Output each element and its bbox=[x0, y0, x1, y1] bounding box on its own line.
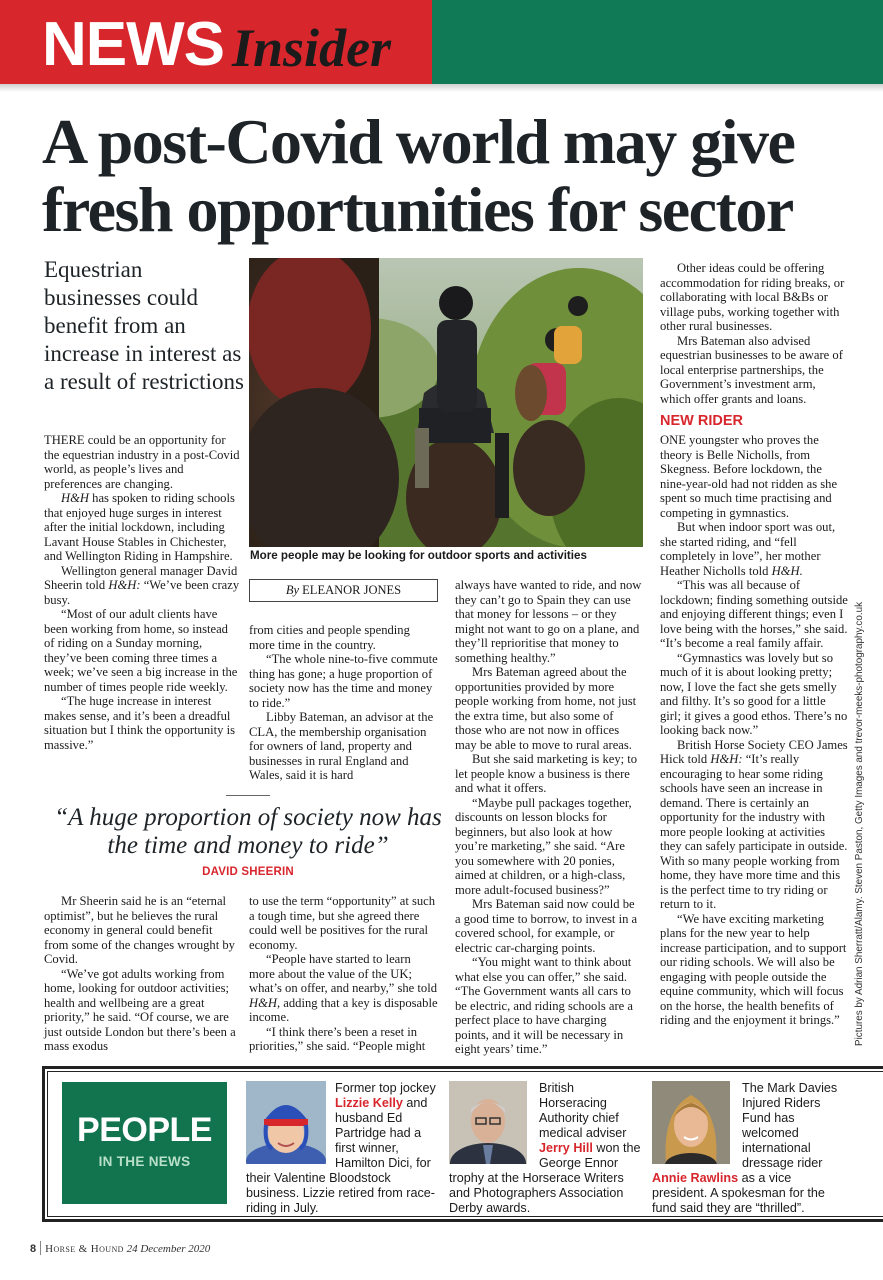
photo-credit-svg bbox=[849, 600, 867, 1046]
paragraph: always have wanted to ride, and now they can’t go to Spain they can use that money for lessons – or they might not want to go on a plane, and they’ll reprioritise that money to something healthy.” bbox=[455, 578, 642, 665]
paragraph: But when indoor sport was out, she started riding, and “fell completely in love”, her mother Heather Nicholls told H&H. bbox=[660, 520, 836, 578]
hh-abbrev: H&H. bbox=[771, 563, 803, 578]
headline: A post-Covid world may give fresh opportunities for sector bbox=[42, 106, 795, 245]
paragraph: Mrs Bateman agreed about the opportunities provided by more people working from home, not just the extra time, but also some of those who are not now in offices may be able to move to rural areas. bbox=[455, 665, 637, 752]
photo-caption: More people may be looking for outdoor sports and activities bbox=[250, 549, 587, 562]
pullquote-attribution: DAVID SHEERIN bbox=[202, 866, 294, 878]
riders-photo bbox=[249, 258, 643, 547]
article-column-3 bbox=[455, 578, 643, 1057]
byline-name: ELEANOR JONES bbox=[302, 583, 402, 597]
masthead-shadow bbox=[0, 84, 883, 92]
magazine-name: Horse & Hound bbox=[45, 1243, 124, 1255]
paragraph: “The whole nine-to-five commute thing has gone; a huge proportion of society now has the time and money to ride.” bbox=[249, 652, 438, 710]
photo-credit bbox=[849, 600, 867, 1046]
paragraph: “Maybe pull packages together, discounts on lesson blocks for beginners, but also look at how you’re marketing,” she said. “Are you somewhere with 20 ponies, aimed at children, or a high-class, more adult-focused business?” bbox=[455, 795, 632, 897]
paragraph: Mrs Bateman also advised equestrian businesses to be aware of local enterprise partnerships, the Government’s investment arm, which offer grants and loans. bbox=[660, 333, 843, 406]
people-item-1: Former top jockey Lizzie Kelly and husband Ed Partridge had a first winner, Hamilton Dici, for their Valentine Bloodstock business. Lizzie retired from race-riding in July. bbox=[246, 1081, 436, 1215]
paragraph: “We’ve got adults working from home, looking for outdoor activities; health and wellbeing are a great priority,” he said. “Of course, we are just outside London but there’s been a mass exodus bbox=[44, 966, 236, 1053]
person-name-lizzie-kelly: Lizzie Kelly bbox=[335, 1096, 403, 1110]
masthead-insider: Insider bbox=[232, 18, 392, 78]
article-column-4-top bbox=[660, 261, 848, 406]
paragraph: “You might want to think about what else you can offer,” she said. “The Government wants all cars to be electric, and riding schools are a perfect place to have charging points, and it will be necessary in eight years’ time.” bbox=[455, 955, 633, 1056]
paragraph: “I think there’s been a reset in priorities,” she said. “People might bbox=[249, 1024, 426, 1053]
paragraph: Mrs Bateman said now could be a good time to borrow, to invest in a covered school, for example, or electric car-charging points. bbox=[455, 897, 638, 955]
people-item-3: The Mark Davies Injured Riders Fund has welcomed international dressage rider Annie Rawlins as a vice president. A spokesman for the fund said they are “thrilled”. bbox=[652, 1081, 838, 1215]
article-lower-column-1 bbox=[44, 894, 240, 1054]
folio bbox=[30, 1241, 210, 1255]
hh-abbrev: H&H: bbox=[710, 752, 743, 766]
byline bbox=[249, 579, 438, 602]
issue-date: 24 December 2020 bbox=[126, 1243, 211, 1255]
hh-abbrev: H&H, bbox=[249, 995, 281, 1010]
people-item-2: British Horseracing Authority chief medical adviser Jerry Hill won the George Ennor trophy at the Horserace Writers and Photographers Association Derby awards. bbox=[449, 1081, 641, 1215]
standfirst: Equestrian businesses could benefit from an increase in interest as a result of restrictions bbox=[44, 257, 244, 394]
paragraph: H&H has spoken to riding schools that enjoyed huge surges in interest after the initial lockdown, including Lavant House Stables in Chichester, and Wellington Riding in Hampshire. bbox=[44, 491, 235, 563]
people-subtitle: IN THE NEWS bbox=[98, 1154, 191, 1169]
paragraph: Mr Sheerin said he is an “eternal optimist”, but he believes the rural economy in general could benefit from some of the changes wrought by Covid. bbox=[44, 894, 235, 966]
folio-divider bbox=[40, 1241, 41, 1255]
paragraph: ONE youngster who proves the theory is Belle Nicholls, from Skegness. Before lockdown, the nine-year-old had not ridden as she spent so much time practising and competing in gymnastics. bbox=[660, 433, 838, 520]
article-column-1 bbox=[44, 433, 240, 752]
article-column-4 bbox=[660, 433, 848, 1028]
paragraph: British Horse Society CEO James Hick told H&H: “It’s really encouraging to hear some riding schools have seen an increase in demand. There is certainly an opportunity for the industry with more people looking at activities they can safely participate in outside. With so many people working from home, they have more time and this is the perfect time to try riding or return to it. bbox=[660, 737, 848, 911]
paragraph: “The huge increase in interest makes sense, and it’s been a dreadful situation but I think the opportunity is massive.” bbox=[44, 694, 235, 752]
pullquote: “A huge proportion of society now has the time and money to ride” bbox=[54, 804, 442, 859]
person-name-jerry-hill: Jerry Hill bbox=[539, 1141, 593, 1155]
paragraph: “Most of our adult clients have been working from home, so instead of riding on a Sunday morning, they’ve been coming three times a week; we’ve seen a big increase in the number of times people ride weekly. bbox=[44, 607, 238, 694]
paragraph: “This was all because of lockdown; finding something outside and enjoying different things; even I love being with the horses,” she said. “It’s become a real family affair. bbox=[660, 578, 848, 650]
photo-credit-text: Pictures by Adrian Sherratt/Alamy. Steven Paston, Getty Images and trevor-meeks-photography.co.uk bbox=[854, 600, 865, 1046]
page-number: 8 bbox=[30, 1243, 37, 1255]
article-column-2 bbox=[249, 623, 438, 783]
people-title: PEOPLE bbox=[77, 1111, 212, 1149]
paragraph: Libby Bateman, an advisor at the CLA, the membership organisation for owners of land, property and businesses in rural England and Wales, said it is hard bbox=[249, 710, 434, 782]
masthead-news: NEWS bbox=[42, 10, 224, 79]
paragraph: “Gymnastics was lovely but so much of it is about looking pretty; now, I love the fact she gets smelly and filthy. It’s so good for a little girl; it gives a good ethos. There’s no looking back now.” bbox=[660, 650, 848, 737]
hh-abbrev: H&H: bbox=[108, 578, 141, 592]
article-lower-column-2 bbox=[249, 894, 438, 1054]
riders-photo-image bbox=[249, 258, 643, 547]
pullquote-rule bbox=[226, 795, 270, 796]
paragraph: Other ideas could be offering accommodation for riding breaks, or collaborating with local B&Bs or village pubs, working together with other rural businesses. bbox=[660, 261, 845, 333]
paragraph: THERE could be an opportunity for the equestrian industry in a post-Covid world, as people’s lives and preferences are changing. bbox=[44, 433, 240, 491]
paragraph: But she said marketing is key; to let people know a business is there and what it offers. bbox=[455, 752, 638, 795]
masthead-green-band bbox=[432, 0, 883, 84]
subhead-new-rider: NEW RIDER bbox=[660, 413, 743, 429]
paragraph: “We have exciting marketing plans for the new year to help increase participation, and to support our riding schools. We will also be engaging with people outside the equine community, which will focus on the horse, the health benefits of riding and the enjoyment it brings.” bbox=[660, 911, 847, 1027]
paragraph: “People have started to learn more about the value of the UK; what’s on offer, and nearby,” she told H&H, adding that a key is disposable income. bbox=[249, 952, 438, 1024]
byline-prefix: By bbox=[285, 583, 300, 597]
hh-abbrev: H&H bbox=[61, 491, 89, 505]
paragraph: from cities and people spending more time in the country. bbox=[249, 623, 410, 652]
paragraph: to use the term “opportunity” at such a tough time, but she agreed there could well be positives for the rural economy. bbox=[249, 894, 436, 952]
paragraph: Wellington general manager David Sheerin told H&H: “We’ve been crazy busy. bbox=[44, 563, 240, 607]
person-name-annie-rawlins: Annie Rawlins bbox=[652, 1171, 739, 1185]
